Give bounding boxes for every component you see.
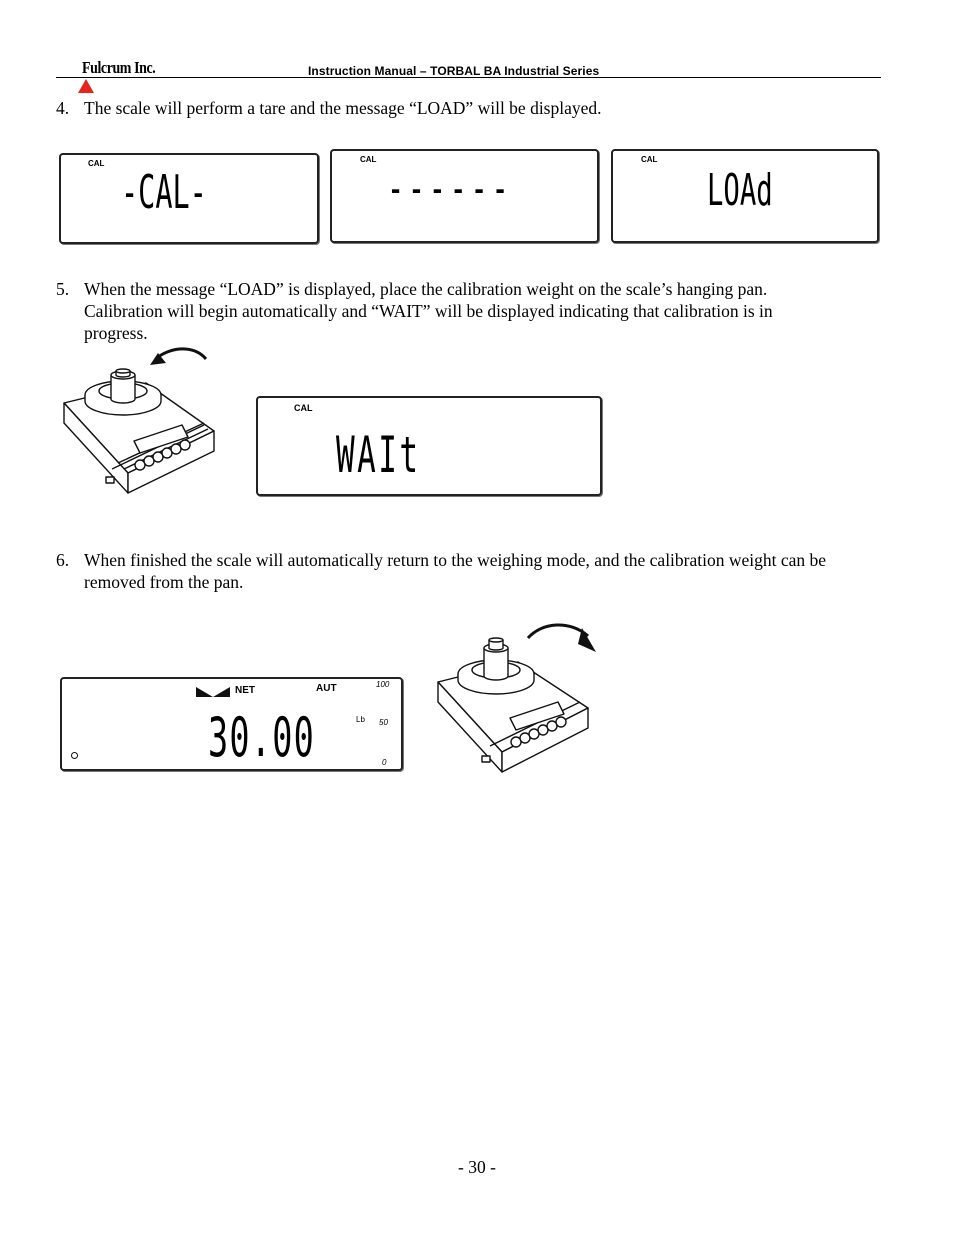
scale-with-weight-illustration [58,343,218,503]
step-4-number: 4. [56,98,70,118]
page-number: - 30 - [458,1157,496,1177]
step-6-line-1: When finished the scale will automatically return to the weighing mode, and the calibration weight can be [84,550,827,570]
header-title: Instruction Manual – TORBAL BA Industrial Series [308,64,600,78]
lcd-readout: 30.00 [208,706,315,769]
stable-indicator-icon [196,687,230,697]
bar-label-0: 0 [382,758,387,767]
lcd-display-dashes [330,149,599,243]
step-4-text: The scale will perform a tare and the message “LOAD” will be displayed. [84,98,602,118]
lcd-display-cal [59,153,319,244]
unit-indicator: Lb [356,715,365,724]
step-5-number: 5. [56,279,70,299]
lcd-readout: -CAL- [121,165,207,219]
cal-indicator: CAL [294,403,313,413]
lcd-readout: ------ [387,161,513,215]
step-5-line-1: When the message “LOAD” is displayed, place the calibration weight on the scale’s hanging pan. [84,279,768,299]
aut-indicator: AUT [316,683,337,694]
lcd-display-wait [256,396,602,496]
cal-indicator: CAL [360,155,377,164]
net-indicator: NET [235,685,255,696]
lcd-display-load [611,149,879,243]
step-6-line-2: removed from the pan. [84,572,244,592]
bar-label-50: 50 [379,718,388,727]
cal-indicator: CAL [641,155,658,164]
company-logo: Fulcrum Inc. [82,58,156,77]
lcd-display-weighing [60,677,403,771]
lcd-readout: LOAd [707,165,773,216]
zero-indicator-icon [71,752,78,759]
header-divider [56,77,881,78]
step-5-line-2: Calibration will begin automatically and “WAIT” will be displayed indicating that calibration is in [84,301,773,321]
step-6-number: 6. [56,550,70,570]
scale-with-weight-illustration [432,618,602,780]
lcd-readout: WAIt [336,426,421,484]
step-5-line-3: progress. [84,323,148,343]
logo-triangle-icon [78,79,94,93]
bar-label-100: 100 [376,680,390,689]
cal-indicator: CAL [88,159,105,168]
